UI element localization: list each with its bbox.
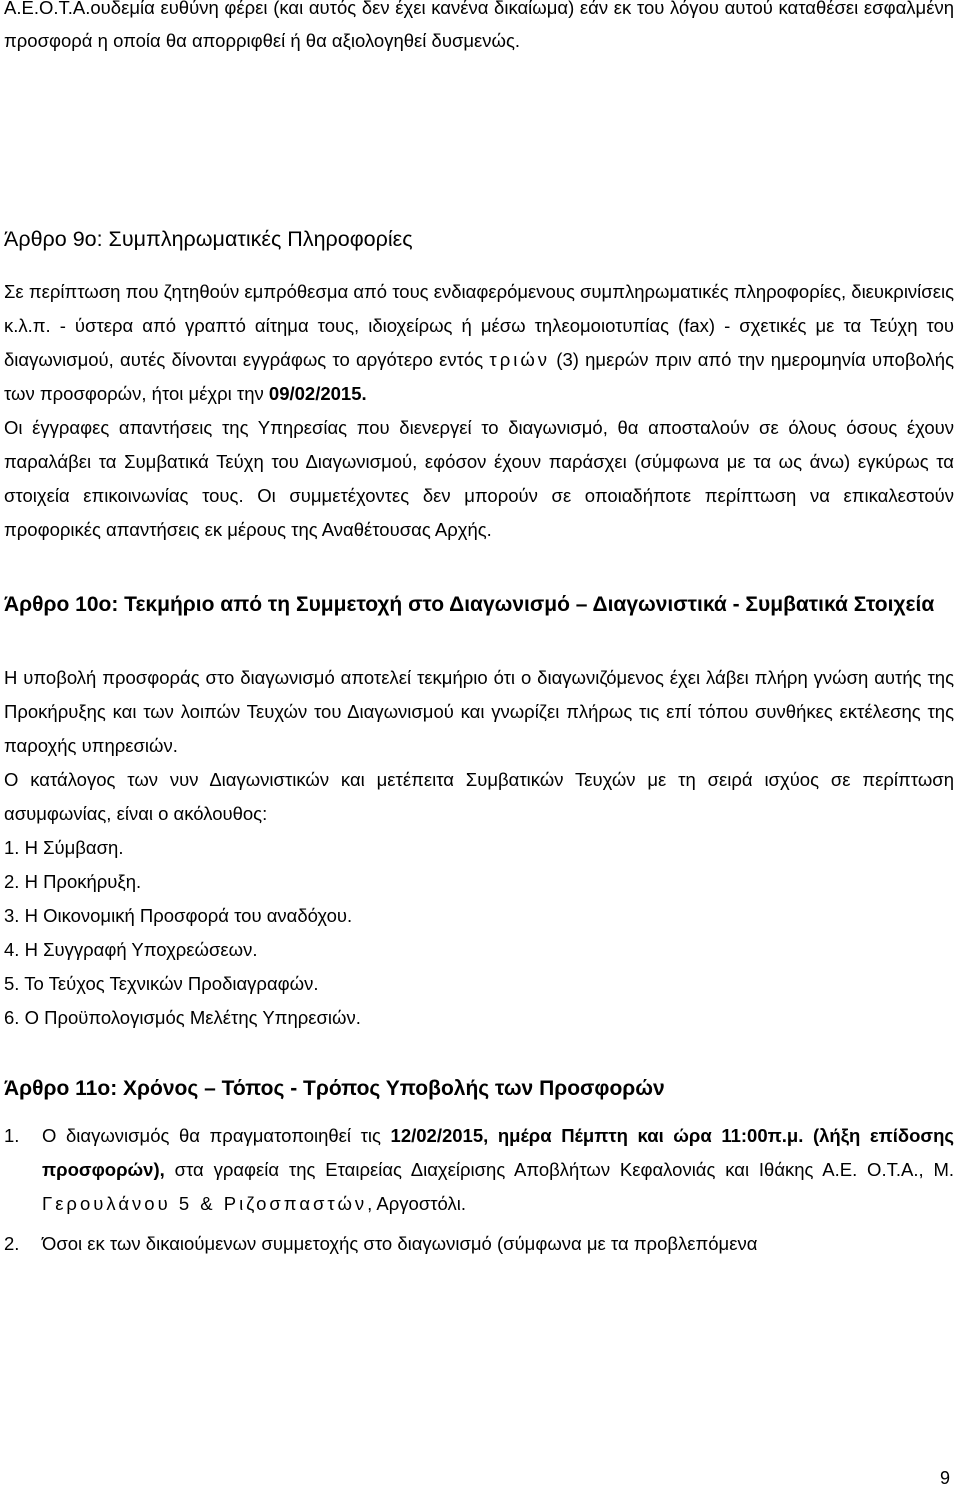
list-item: 6. Ο Προϋπολογισμός Μελέτης Υπηρεσιών. bbox=[4, 1007, 361, 1028]
article-10-paragraph-1: Η υποβολή προσφοράς στο διαγωνισμό αποτελεί τεκμήριο ότι ο διαγωνιζόμενος έχει λάβει πλήρη γνώση αυτής της Προκήρυξης και των λοιπών Τευχών του Διαγωνισμού και γνωρίζει πλήρως τις επί τόπου συνθήκες εκτέλεσης της παροχής υπηρεσιών. bbox=[4, 667, 954, 756]
article-11-item-1: 1. Ο διαγωνισμός θα πραγματοποιηθεί τις 12/02/2015, ημέρα Πέμπτη και ώρα 11:00π.μ. (λήξη επίδοσης προσφορών), στα γραφεία της Εταιρείας Διαχείρισης Αποβλήτων Κεφαλονιάς και Ιθάκης Α.Ε. Ο.Τ.Α., Μ. Γερουλάνου 5 & Ριζοσπαστών, Αργοστόλι. bbox=[4, 1125, 955, 1214]
article-11-title: Άρθρο 11ο: Χρόνος – Τόπος - Τρόπος Υποβολής των Προσφορών bbox=[4, 1077, 665, 1100]
list-item: 5. Το Τεύχος Τεχνικών Προδιαγραφών. bbox=[4, 973, 319, 994]
article-9-title: Άρθρο 9ο: Συμπληρωματικές Πληροφορίες bbox=[4, 227, 413, 251]
page-number: 9 bbox=[939, 1468, 950, 1488]
article-11-item-2: 2. Όσοι εκ των δικαιούμενων συμμετοχής στο διαγωνισμό (σύμφωνα με τα προβλεπόμενα bbox=[4, 1233, 758, 1254]
article-10-paragraph-2: Ο κατάλογος των νυν Διαγωνιστικών και μετέπειτα Συμβατικών Τευχών με τη σειρά ισχύος σε περίπτωση ασυμφωνίας, είναι ο ακόλουθος: bbox=[4, 769, 954, 824]
intro-paragraph: Α.Ε.Ο.Τ.Α.ουδεμία ευθύνη φέρει (και αυτός δεν έχει κανένα δικαίωμα) εάν εκ του λόγου αυτού καταθέσει εσφαλμένη προσφορά η οποία θα απορριφθεί ή θα αξιολογηθεί δυσμενώς. bbox=[4, 0, 954, 51]
list-item: 3. Η Οικονομική Προσφορά του αναδόχου. bbox=[4, 905, 353, 926]
document-page bbox=[4, 0, 954, 1261]
list-item: 1. Η Σύμβαση. bbox=[4, 837, 124, 858]
contract-documents-list bbox=[4, 831, 954, 1035]
article-10-title: Άρθρο 10ο: Τεκμήριο από τη Συμμετοχή στο Διαγωνισμό – Διαγωνιστικά - Συμβατικά Στοιχεία bbox=[4, 593, 935, 616]
list-item: 2. Η Προκήρυξη. bbox=[4, 871, 142, 892]
article-9-paragraph-1: Σε περίπτωση που ζητηθούν εμπρόθεσμα από τους ενδιαφερόμενους συμπληρωματικές πληροφορίες, διευκρινίσεις κ.λ.π. - ύστερα από γραπτό αίτημα τους, ιδιοχείρως ή μέσω τηλεομοιοτυπίας (fax) - σχετικές με τα Τεύχη του διαγωνισμού, αυτές δίνονται εγγράφως το αργότερο εντός τριών (3) ημερών πριν από την ημερομηνία υποβολής των προσφορών, ήτοι μέχρι την 09/02/2015. bbox=[4, 281, 954, 404]
article-9-paragraph-2: Οι έγγραφες απαντήσεις της Υπηρεσίας που διενεργεί το διαγωνισμό, θα αποσταλούν σε όλους όσους έχουν παραλάβει τα Συμβατικά Τεύχη του Διαγωνισμού, εφόσον έχουν παράσχει (σύμφωνα με τα ως άνω) εγκύρως τα στοιχεία επικοινωνίας τους. Οι συμμετέχοντες δεν μπορούν σε οποιαδήποτε περίπτωση να επικαλεστούν προφορικές απαντήσεις εκ μέρους της Αναθέτουσας Αρχής. bbox=[4, 417, 954, 540]
list-item: 4. Η Συγγραφή Υποχρεώσεων. bbox=[4, 939, 258, 960]
